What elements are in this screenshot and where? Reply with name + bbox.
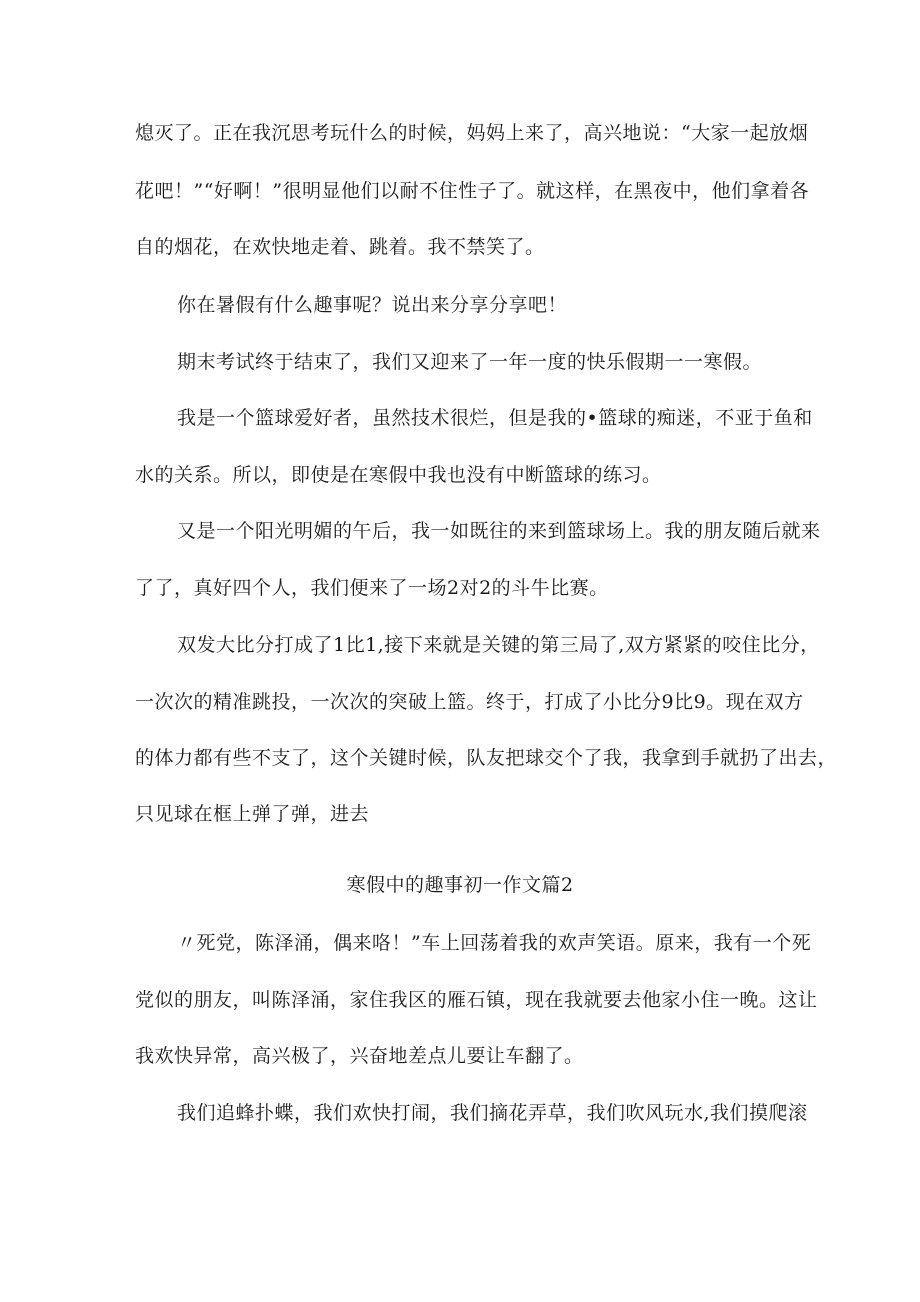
paragraph-line: 水的关系。所以，即使是在寒假中我也没有中断篮球的练习。 bbox=[135, 464, 662, 486]
paragraph-line: 一次次的精准跳投，一次次的突破上篮。终于，打成了小比分9比9。现在双方 bbox=[135, 691, 804, 713]
paragraph-line: 又是一个阳光明媚的午后，我一如既往的来到篮球场上。我的朋友随后就来 bbox=[177, 520, 821, 542]
paragraph-line: 期末考试终于结束了，我们又迎来了一年一度的快乐假期一一寒假。 bbox=[177, 351, 763, 373]
paragraph-line: 双发大比分打成了1比1,接下来就是关键的第三局了,双方紧紧的咬住比分， bbox=[177, 634, 820, 656]
paragraph-line: 你在暑假有什么趣事呢？说出来分享分享吧！ bbox=[177, 294, 568, 316]
paragraph-line: 只见球在框上弹了弹，进去 bbox=[135, 803, 370, 825]
paragraph-line: 自的烟花，在欢快地走着、跳着。我不禁笑了。 bbox=[135, 236, 545, 258]
paragraph-line: 的体力都有些不支了，这个关键时候，队友把球交个了我，我拿到手就扔了出去， bbox=[135, 747, 838, 769]
section-heading: 寒假中的趣事初一作文篇2 bbox=[346, 874, 574, 896]
paragraph-line: 党似的朋友，叫陈泽涌，家住我区的雁石镇，现在我就要去他家小住一晚。这让 bbox=[135, 989, 818, 1011]
paragraph-line: 熄灭了。正在我沉思考玩什么的时候，妈妈上来了，高兴地说：“大家一起放烟 bbox=[135, 122, 809, 144]
paragraph-line: 花吧！”“好啊！”很明显他们以耐不住性子了。就这样，在黑夜中，他们拿着各 bbox=[135, 180, 810, 202]
paragraph-line: 我是一个篮球爱好者，虽然技术很烂，但是我的•篮球的痴迷，不亚于鱼和 bbox=[177, 407, 813, 429]
paragraph-line: 我们追蜂扑蝶，我们欢快打闹，我们摘花弄草，我们吹风玩水,我们摸爬滚 bbox=[177, 1102, 808, 1124]
paragraph-line: 我欢快异常，高兴极了，兴奋地差点儿要让车翻了。 bbox=[135, 1045, 584, 1067]
paragraph-line: 〃死党，陈泽涌，偶来咯！”车上回荡着我的欢声笑语。原来，我有一个死 bbox=[177, 932, 812, 954]
paragraph-line: 了了，真好四个人，我们便来了一场2对2的斗牛比赛。 bbox=[135, 577, 609, 599]
